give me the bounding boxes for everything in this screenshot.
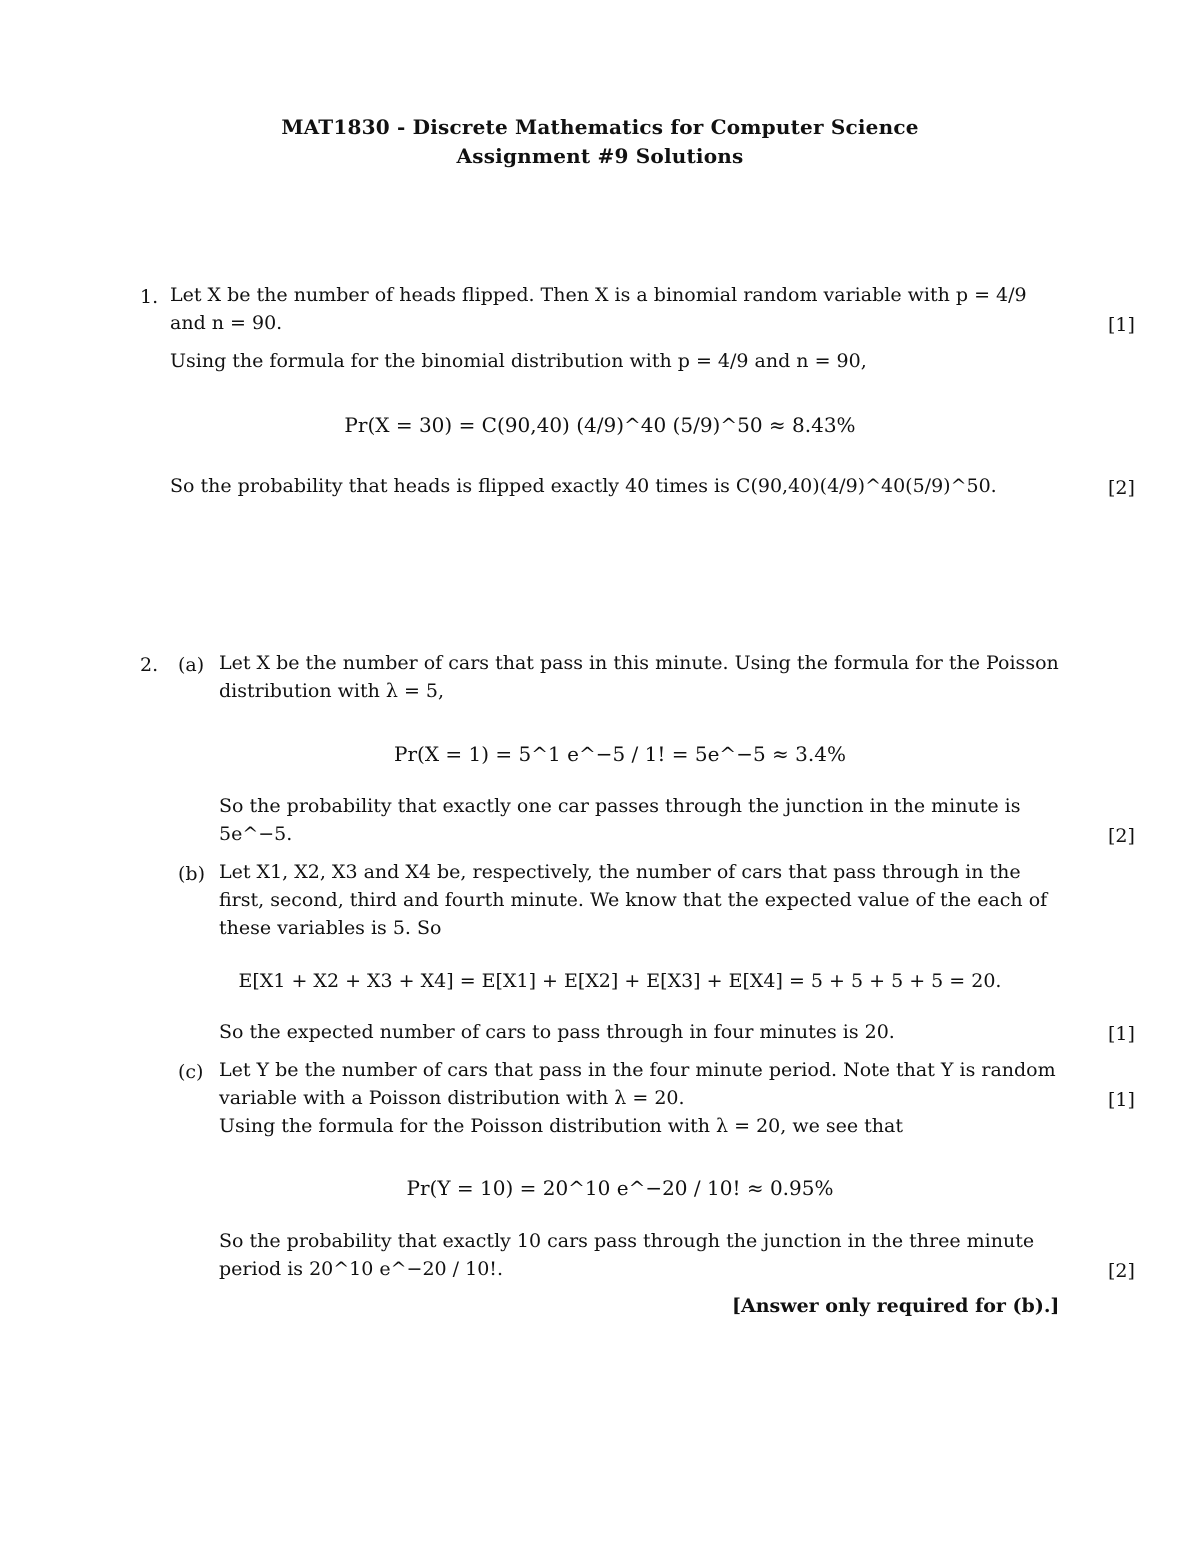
q1-line1: Let X be the number of heads flipped. Then X is a binomial random variable with p = 4/9: [170, 284, 1027, 306]
q1-number: 1.: [140, 286, 159, 308]
q2c-mark2: [2]: [1108, 1260, 1135, 1282]
q2c-line2: variable with a Poisson distribution with λ = 20.: [219, 1087, 685, 1109]
q1-conclusion: So the probability that heads is flipped exactly 40 times is C(90,40)(4/9)^40(5/9)^50.: [170, 475, 997, 497]
q1-line2: and n = 90.: [170, 312, 283, 334]
q2b-equation: E[X1 + X2 + X3 + X4] = E[X1] + E[X2] + E[X3] + E[X4] = 5 + 5 + 5 + 5 = 20.: [238, 970, 1002, 992]
q2a-line3: So the probability that exactly one car passes through the junction in the minute is: [219, 795, 1021, 817]
q2c-line5: period is 20^10 e^−20 / 10!.: [219, 1258, 503, 1280]
q1-mark2: [2]: [1108, 477, 1135, 499]
answer-note: [Answer only required for (b).]: [732, 1295, 1060, 1317]
q2c-line4: So the probability that exactly 10 cars pass through the junction in the three minute: [219, 1230, 1035, 1252]
q2a-line2: distribution with λ = 5,: [219, 680, 445, 702]
q2c-equation: Pr(Y = 10) = 20^10 e^−20 / 10! ≈ 0.95%: [406, 1176, 834, 1200]
q2a-equation: Pr(X = 1) = 5^1 e^−5 / 1! = 5e^−5 ≈ 3.4%: [394, 742, 846, 766]
q2b-line4: So the expected number of cars to pass through in four minutes is 20.: [219, 1021, 895, 1043]
q2b-label: (b): [178, 863, 205, 885]
assignment-title: Assignment #9 Solutions: [456, 144, 744, 168]
q2b-line3: these variables is 5. So: [219, 917, 442, 939]
q2-number: 2.: [140, 654, 159, 676]
q2c-line3: Using the formula for the Poisson distribution with λ = 20, we see that: [219, 1115, 903, 1137]
q2b-line2: first, second, third and fourth minute. We know that the expected value of the each of: [219, 889, 1048, 911]
course-title: MAT1830 - Discrete Mathematics for Computer Science: [281, 115, 919, 139]
q2b-line1: Let X1, X2, X3 and X4 be, respectively, the number of cars that pass through in the: [219, 861, 1021, 883]
q2c-mark1: [1]: [1108, 1089, 1135, 1111]
q2a-mark: [2]: [1108, 825, 1135, 847]
q1-mark1: [1]: [1108, 314, 1135, 336]
q2c-line1: Let Y be the number of cars that pass in the four minute period. Note that Y is random: [219, 1059, 1056, 1081]
q2a-line4: 5e^−5.: [219, 823, 293, 845]
q2a-label: (a): [178, 654, 205, 676]
q2c-label: (c): [178, 1061, 204, 1083]
q1-equation: Pr(X = 30) = C(90,40) (4/9)^40 (5/9)^50 ≈ 8.43%: [344, 413, 856, 437]
q2a-line1: Let X be the number of cars that pass in this minute. Using the formula for the Poisson: [219, 652, 1059, 674]
q2b-mark: [1]: [1108, 1023, 1135, 1045]
q1-line3: Using the formula for the binomial distribution with p = 4/9 and n = 90,: [170, 350, 867, 372]
